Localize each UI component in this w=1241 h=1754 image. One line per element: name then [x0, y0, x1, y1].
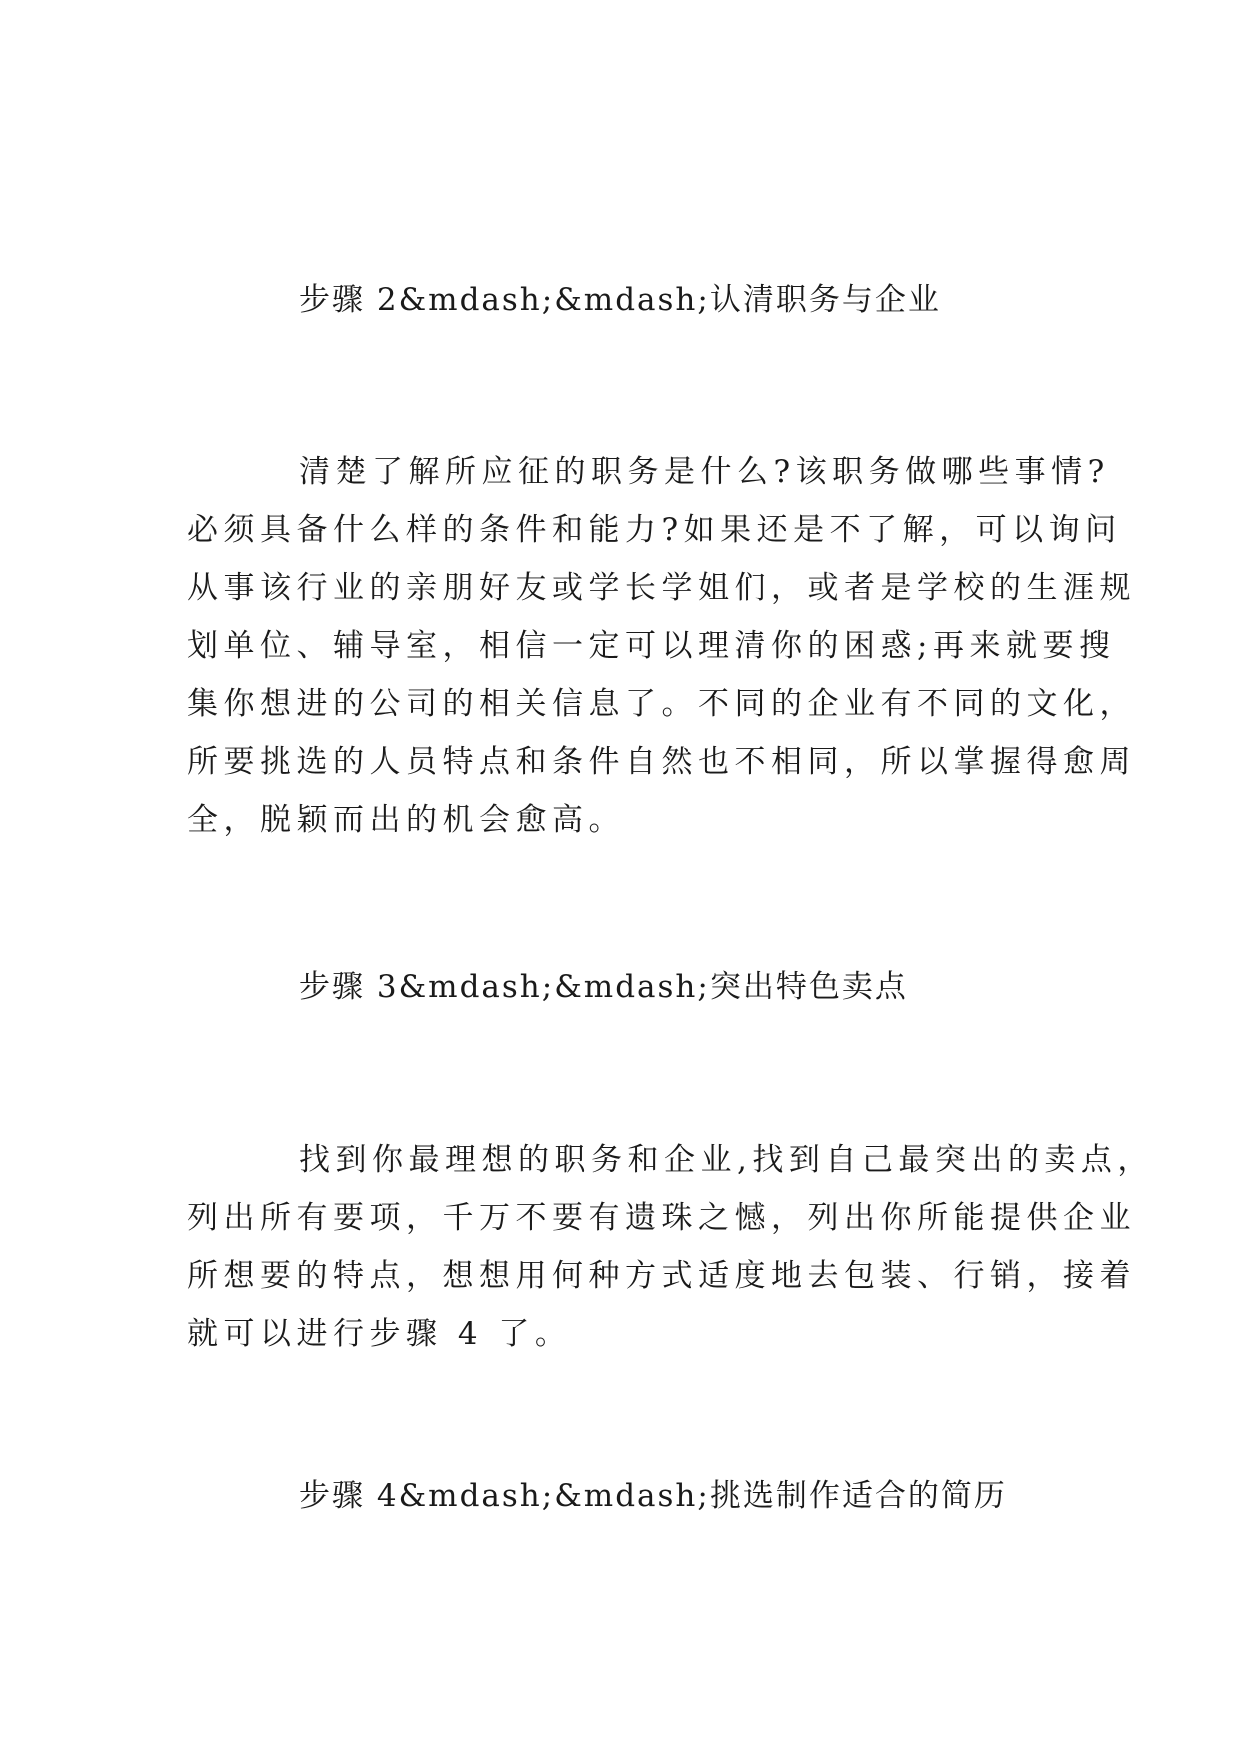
paragraph-line: 划单位、辅导室，相信一定可以理清你的困惑;再来就要搜 — [187, 628, 1116, 664]
paragraph-line: 集你想进的公司的相关信息了。不同的企业有不同的文化， — [187, 686, 1136, 722]
paragraph-line: 全，脱颖而出的机会愈高。 — [187, 802, 625, 838]
paragraph-line: 列出所有要项，千万不要有遗珠之憾，列出你所能提供企业 — [187, 1200, 1136, 1236]
paragraph-line: 清楚了解所应征的职务是什么?该职务做哪些事情? — [299, 454, 1110, 490]
step3-heading: 步骤 3&mdash;&mdash;突出特色卖点 — [299, 969, 908, 1005]
step3-paragraph — [187, 1131, 1154, 1363]
step4-heading: 步骤 4&mdash;&mdash;挑选制作适合的简历 — [299, 1478, 1007, 1514]
paragraph-line: 所要挑选的人员特点和条件自然也不相同，所以掌握得愈周 — [187, 744, 1136, 780]
step2-paragraph — [187, 443, 1136, 849]
paragraph-line: 必须具备什么样的条件和能力?如果还是不了解，可以询问 — [187, 512, 1122, 548]
paragraph-line: 从事该行业的亲朋好友或学长学姐们，或者是学校的生涯规 — [187, 570, 1136, 606]
paragraph-line: 找到你最理想的职务和企业,找到自己最突出的卖点， — [299, 1142, 1154, 1178]
paragraph-line: 所想要的特点，想想用何种方式适度地去包装、行销，接着 — [187, 1258, 1136, 1294]
step2-heading: 步骤 2&mdash;&mdash;认清职务与企业 — [299, 282, 941, 318]
paragraph-line: 就可以进行步骤 4 了。 — [187, 1316, 572, 1352]
